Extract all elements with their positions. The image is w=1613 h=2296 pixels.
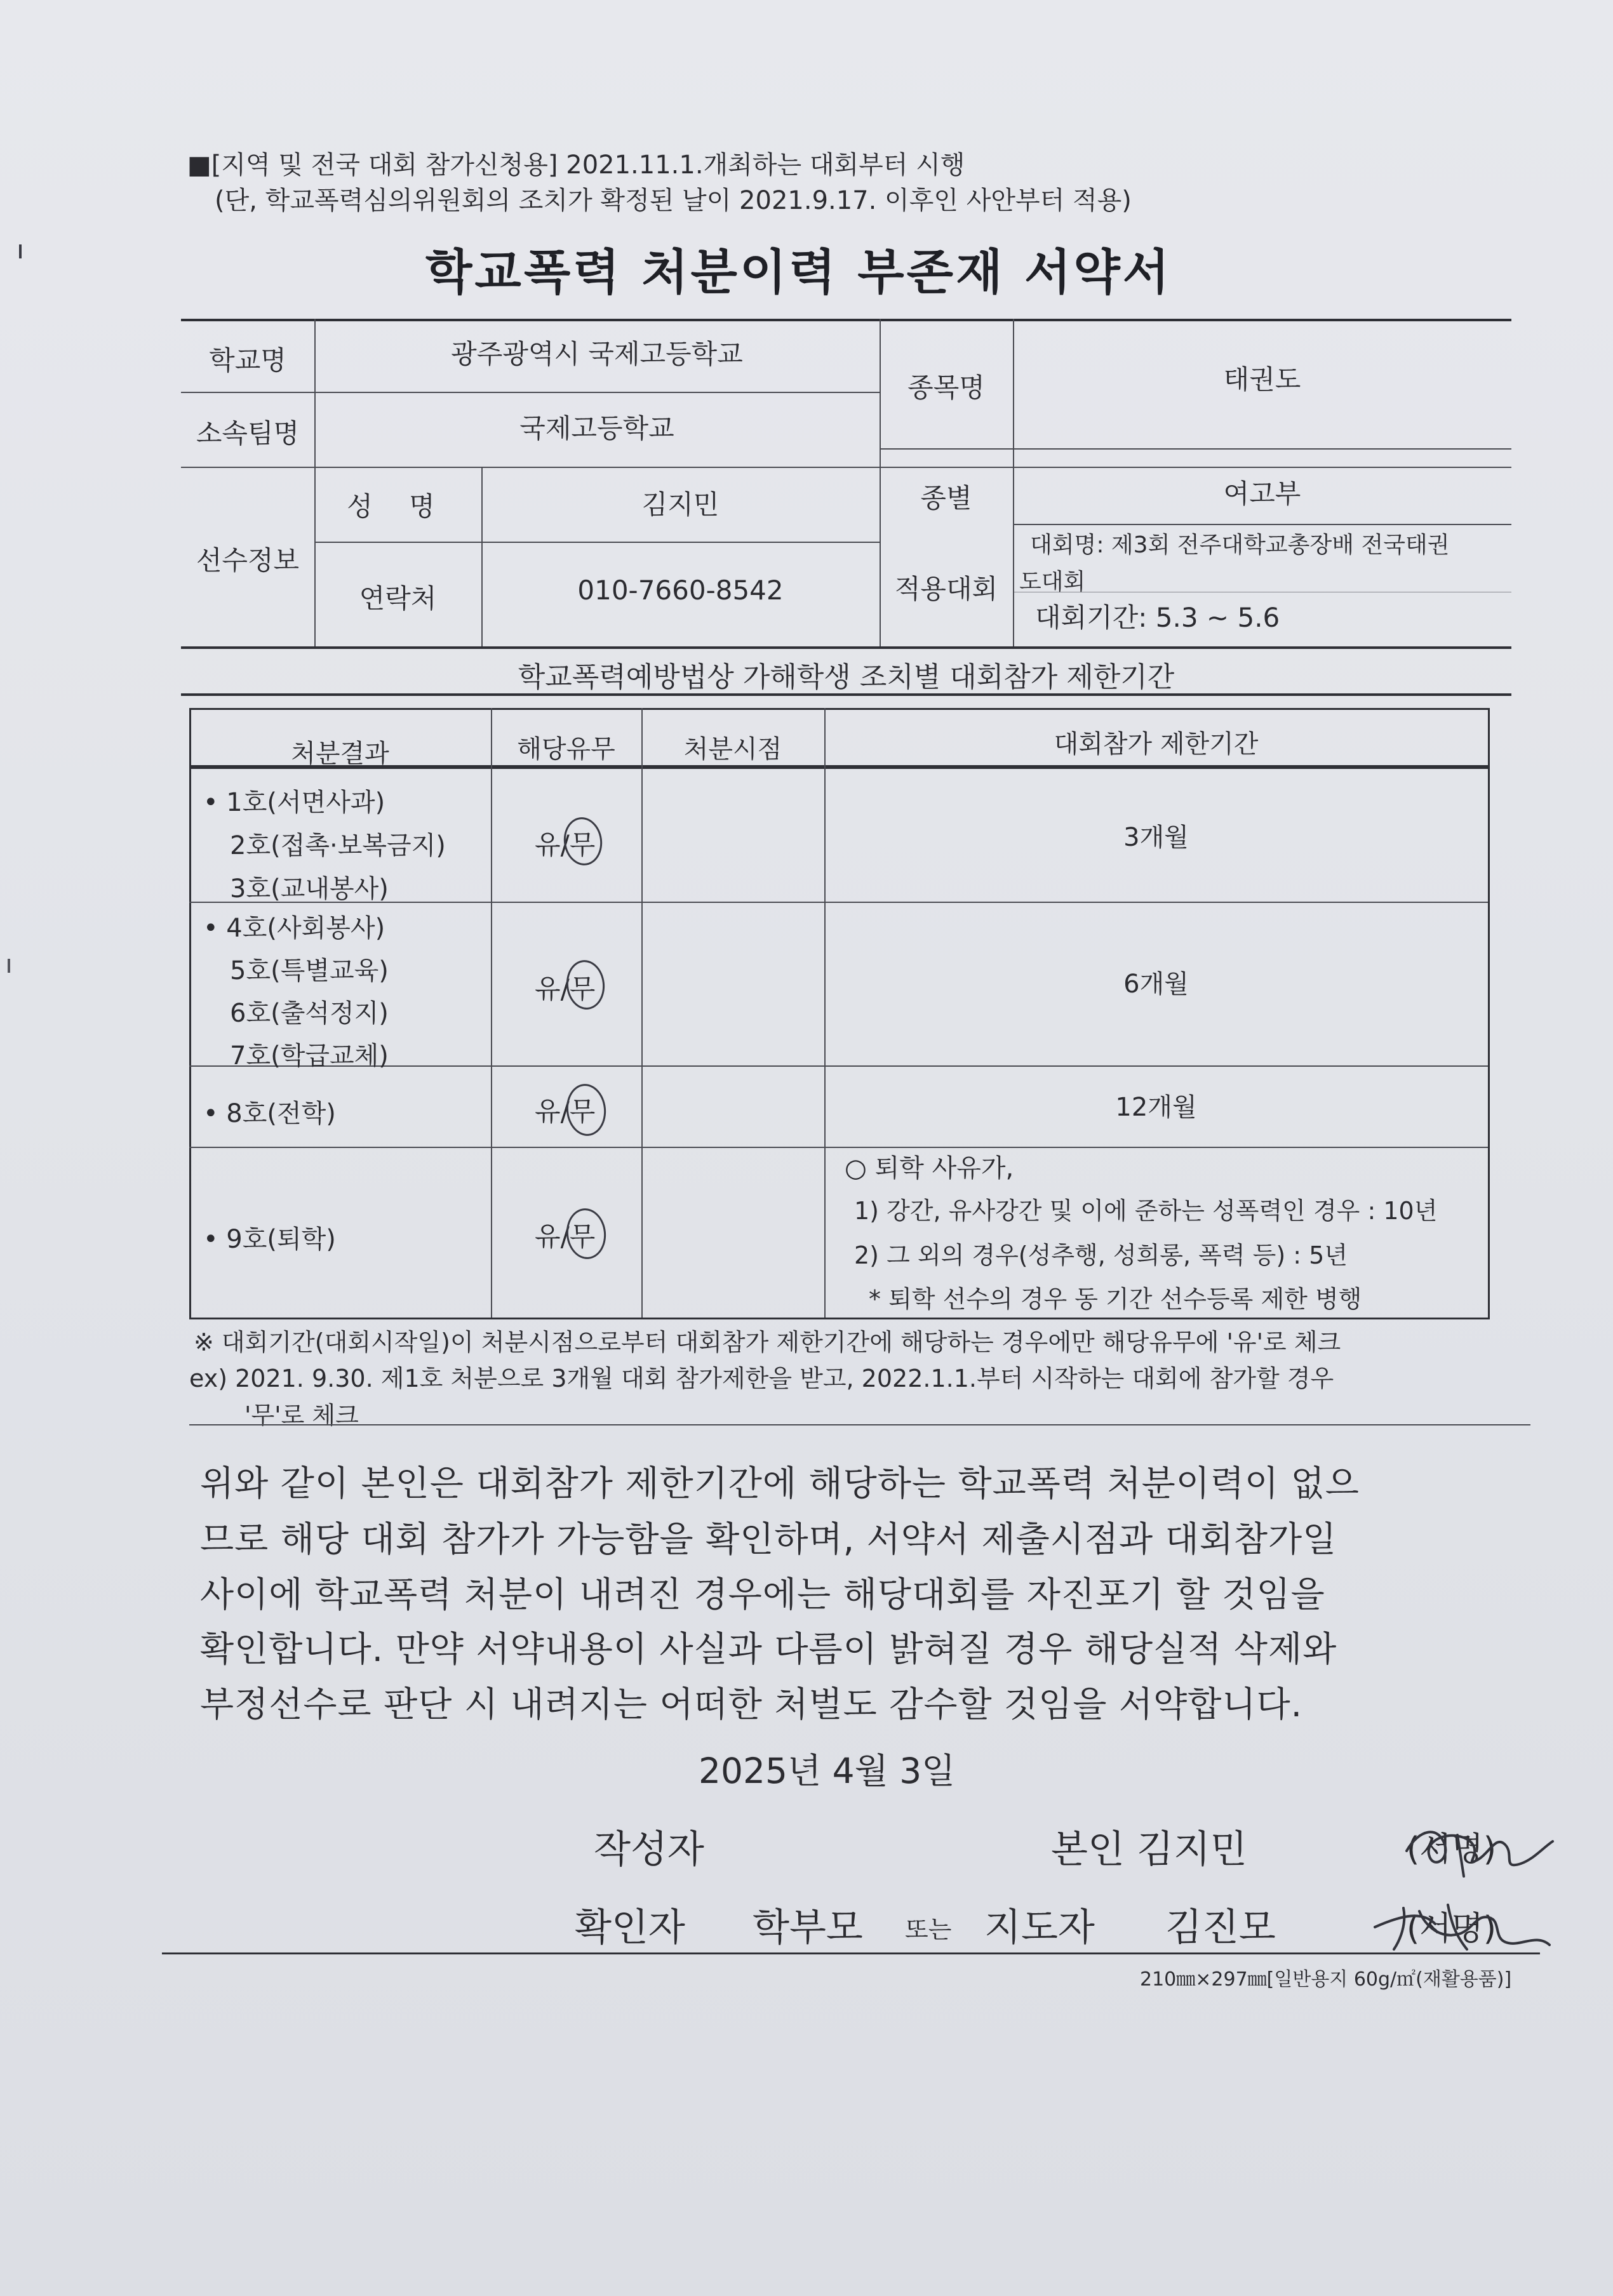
- note-3: '무'로 체크: [244, 1401, 359, 1429]
- col-header-result: 처분결과: [291, 739, 389, 768]
- col-header-timing: 처분시점: [683, 735, 782, 764]
- confirmer-role-coach: 지도자: [984, 1906, 1095, 1950]
- contact-label: 연락처: [359, 583, 437, 614]
- category-value: 여고부: [1223, 478, 1301, 509]
- row1-applicable: 유/무: [535, 829, 596, 860]
- row2-item-2: 5호(특별교육): [230, 956, 389, 985]
- row3-applicable: 유/무: [535, 1096, 596, 1127]
- row4-period-line3: 2) 그 외의 경우(성추행, 성희롱, 폭력 등) : 5년: [854, 1241, 1348, 1269]
- row1-period: 3개월: [1123, 823, 1189, 852]
- athlete-label: 선수정보: [196, 545, 300, 576]
- school-label: 학교명: [209, 345, 286, 376]
- row3-item-1: • 8호(전학): [203, 1099, 336, 1128]
- contact-value: 010-7660-8542: [577, 575, 784, 606]
- paper-spec: 210㎜×297㎜[일반용지 60g/㎡(재활용품)]: [1140, 1968, 1512, 1991]
- pledge-line-4: 확인합니다. 만약 서약내용이 사실과 다름이 밝혀질 경우 해당실적 삭제와: [200, 1629, 1337, 1669]
- author-label: 작성자: [594, 1827, 704, 1872]
- sanction-heading: 학교폭력예방법상 가해학생 조치별 대회참가 제한기간: [518, 661, 1175, 693]
- row2-applicable: 유/무: [535, 973, 596, 1005]
- document-title: 학교폭력 처분이력 부존재 서약서: [425, 244, 1172, 300]
- row1-item-1: • 1호(서면사과): [203, 788, 385, 817]
- pledge-line-2: 므로 해당 대회 참가가 가능함을 확인하며, 서약서 제출시점과 대회참가일: [200, 1519, 1337, 1559]
- confirmer-label: 확인자: [575, 1906, 685, 1950]
- row1-item-3: 3호(교내봉사): [230, 874, 389, 904]
- col-header-applicable: 해당유무: [517, 735, 615, 764]
- info-top-rule: [181, 319, 1511, 321]
- confirmer-or: 또는: [905, 1916, 952, 1944]
- col-header-restriction: 대회참가 제한기간: [1054, 730, 1259, 759]
- row4-item-1: • 9호(퇴학): [203, 1225, 336, 1254]
- name-value: 김지민: [641, 489, 719, 520]
- team-label: 소속팀명: [196, 418, 300, 449]
- category-label: 종별: [920, 483, 972, 514]
- pledge-line-5: 부정선수로 판단 시 내려지는 어떠한 처벌도 감수할 것임을 서약합니다.: [200, 1684, 1303, 1725]
- competition-label: 적용대회: [894, 573, 998, 604]
- note-1: ※ 대회기간(대회시작일)이 처분시점으로부터 대회참가 제한기간에 해당하는 경우에만 해당유무에 '유'로 체크: [194, 1328, 1341, 1356]
- author-value: 본인 김지민: [1051, 1827, 1247, 1872]
- author-handwritten-signature: [1394, 1816, 1559, 1886]
- row2-item-4: 7호(학급교체): [230, 1041, 389, 1071]
- name-label: 성 명: [347, 491, 449, 522]
- confirmer-role-parent: 학부모: [753, 1906, 863, 1950]
- row2-item-3: 6호(출석정지): [230, 999, 389, 1028]
- row1-item-2: 2호(접촉·보복금지): [230, 831, 446, 860]
- pledge-date: 2025년 4월 3일: [699, 1751, 956, 1791]
- row3-period: 12개월: [1115, 1093, 1197, 1122]
- author-sign-label: (서명): [1407, 1831, 1497, 1869]
- header-line-1: ■[지역 및 전국 대회 참가신청용] 2021.11.1.개최하는 대회부터 시행: [187, 150, 965, 180]
- row2-item-1: • 4호(사회봉사): [203, 914, 385, 943]
- competition-name-line1: 대회명: 제3회 전주대학교총장배 전국태권: [1030, 532, 1450, 558]
- row4-applicable: 유/무: [535, 1221, 596, 1252]
- row4-period-line4: * 퇴학 선수의 경우 동 기간 선수등록 제한 병행: [869, 1285, 1362, 1313]
- team-value: 국제고등학교: [519, 413, 674, 444]
- confirmer-name: 김진모: [1165, 1906, 1276, 1950]
- header-line-2: (단, 학교폭력심의위원회의 조치가 확정된 날이 2021.9.17. 이후인 사안부터 적용): [215, 186, 1132, 215]
- note-2: ex) 2021. 9.30. 제1호 처분으로 3개월 대회 참가제한을 받고, 2022.1.1.부터 시작하는 대회에 참가할 경우: [189, 1365, 1334, 1392]
- row4-period-line2: 1) 강간, 유사강간 및 이에 준하는 성폭력인 경우 : 10년: [854, 1197, 1438, 1225]
- confirmer-handwritten-signature: [1365, 1889, 1556, 1959]
- competition-period: 대회기간: 5.3 ~ 5.6: [1035, 602, 1280, 633]
- school-value: 광주광역시 국제고등학교: [451, 338, 743, 370]
- event-value: 태권도: [1223, 364, 1301, 395]
- event-label: 종목명: [907, 372, 985, 403]
- margin-mark: [8, 959, 10, 973]
- row4-period-line1: ○ 퇴학 사유가,: [845, 1154, 1014, 1183]
- pledge-line-3: 사이에 학교폭력 처분이 내려진 경우에는 해당대회를 자진포기 할 것임을: [200, 1574, 1325, 1615]
- row2-period: 6개월: [1123, 970, 1189, 999]
- pledge-line-1: 위와 같이 본인은 대회참가 제한기간에 해당하는 학교폭력 처분이력이 없으: [200, 1463, 1360, 1504]
- confirmer-sign-label: (서명): [1407, 1910, 1497, 1948]
- competition-name-line2: 도대회: [1019, 569, 1086, 595]
- margin-mark: [19, 244, 22, 258]
